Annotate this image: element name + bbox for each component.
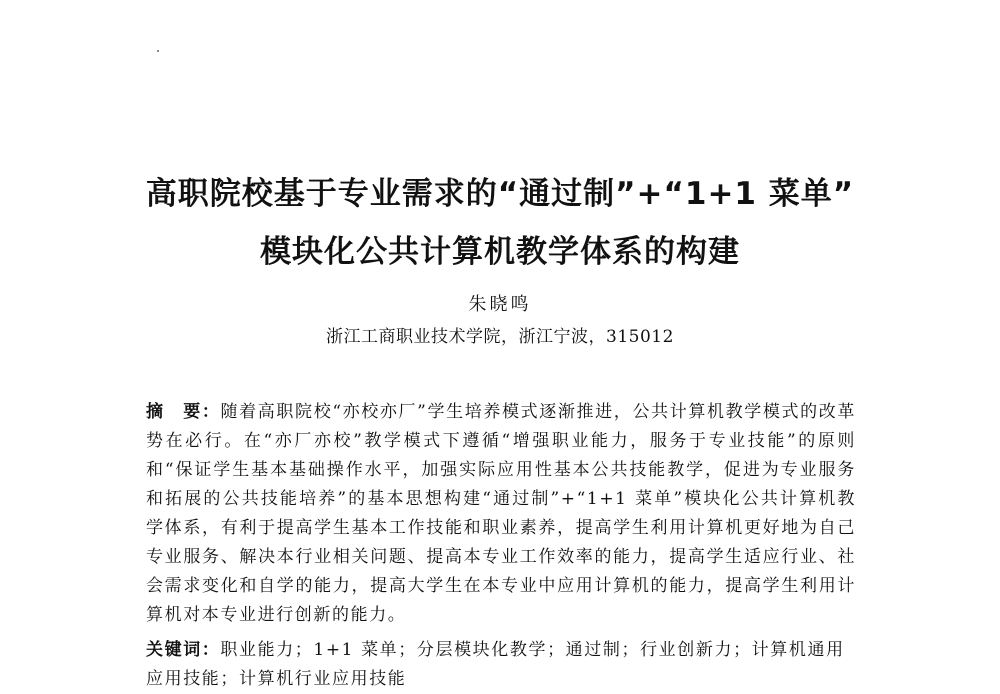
abstract-label: 摘 要： (146, 402, 221, 422)
scan-speck (157, 50, 159, 52)
keywords-text: 职业能力；1+1 菜单；分层模块化教学；通过制；行业创新力；计算机通用应用技能；计算机行业应用技能 (146, 640, 845, 689)
keywords-label: 关键词： (146, 640, 221, 660)
keywords (146, 636, 858, 694)
author-name: 朱晓鸣 (468, 294, 532, 315)
abstract (146, 398, 856, 630)
abstract-text: 随着高职院校“亦校亦厂”学生培养模式逐渐推进，公共计算机教学模式的改革势在必行。在“亦厂亦校”教学模式下遵循“增强职业能力，服务于专业技能”的原则和“保证学生基本基础操作水平，加强实际应用性基本公共技能教学，促进为专业服务和拓展的公共技能培养”的基本思想构建“通过制”+“1+1 菜单”模块化公共计算机教学体系，有利于提高学生基本工作技能和职业素养，提高学生利用计算机更好地为自己专业服务、解决本行业相关问题、提高本专业工作效率的能力，提高学生适应行业、社会需求变化和自学的能力，提高大学生在本专业中应用计算机的能力，提高学生利用计算机对本专业进行创新的能力。 (146, 402, 856, 625)
paper-title-line-1: 高职院校基于专业需求的“通过制”+“1+1 菜单” (145, 176, 855, 212)
paper-title-line-2: 模块化公共计算机教学体系的构建 (260, 234, 740, 270)
author-affiliation: 浙江工商职业技术学院，浙江宁波，315012 (326, 327, 674, 347)
